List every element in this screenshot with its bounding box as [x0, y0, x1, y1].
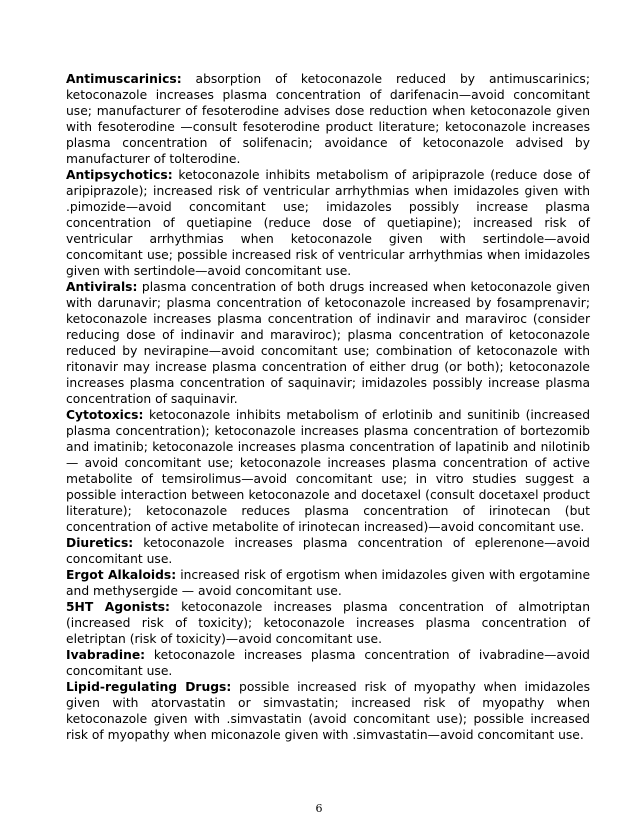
paragraph-text: possible increased risk of myopathy when imidazoles given with atorvastatin or simvastatin; increased risk of myopathy when ketoconazole given with .simvastatin (avoid concomitant use); possible increased risk of myopathy when miconazole given with .simvastatin—avoid concomitant use. — [66, 680, 590, 742]
paragraph-heading: Antimuscarinics: — [66, 72, 182, 86]
paragraph-antipsychotics — [66, 167, 590, 279]
paragraph-lipid-regulating-drugs — [66, 679, 590, 743]
paragraph-heading: Antipsychotics: — [66, 168, 173, 182]
page-number: 6 — [315, 802, 323, 815]
paragraph-text: increased risk of ergotism when imidazoles given with ergotamine and methysergide — avoid concomitant use. — [66, 568, 591, 598]
paragraph-heading: Ergot Alkaloids: — [66, 568, 177, 582]
paragraph-diuretics — [66, 535, 590, 567]
paragraph-text: ketoconazole inhibits metabolism of erlotinib and sunitinib (increased plasma concentration); ketoconazole increases plasma concentration of bortezomib and imatinib; ketoconazole increases plasma concentration of lapatinib and nilotinib— avoid concomitant use; ketoconazole increases plasma concentration of active metabolite of temsirolimus—avoid concomitant use; in vitro studies suggest a possible interaction between ketoconazole and docetaxel (consult docetaxel product literature); ketoconazole reduces plasma concentration of irinotecan (but concentration of active metabolite of irinotecan increased)—avoid concomitant use. — [66, 408, 590, 534]
paragraph-antimuscarinics — [66, 71, 590, 167]
paragraph-antivirals — [66, 279, 590, 407]
paragraph-text: absorption of ketoconazole reduced by antimuscarinics; ketoconazole increases plasma concentration of darifenacin—avoid concomitant use; manufacturer of fesoterodine advises dose reduction when ketoconazole given with fesoterodine —consult fesoterodine product literature; ketoconazole increases plasma concentration of solifenacin; avoidance of ketoconazole advised by manufacturer of tolterodine. — [66, 72, 590, 166]
paragraph-heading: Cytotoxics: — [66, 408, 144, 422]
document-body — [66, 71, 590, 743]
paragraph-heading: Ivabradine: — [66, 648, 146, 662]
paragraph-text: ketoconazole increases plasma concentration of eplerenone—avoid concomitant use. — [66, 536, 590, 566]
paragraph-text: ketoconazole increases plasma concentration of ivabradine—avoid concomitant use. — [66, 648, 590, 678]
paragraph-text: plasma concentration of both drugs increased when ketoconazole given with darunavir; plasma concentration of ketoconazole increased by fosamprenavir; ketoconazole increases plasma concentration of indinavir and maraviroc (consider reducing dose of indinavir and maraviroc); plasma concentration of ketoconazole reduced by nevirapine—avoid concomitant use; combination of ketoconazole with ritonavir may increase plasma concentration of either drug (or both); ketoconazole increases plasma concentration of saquinavir; imidazoles possibly increase plasma concentration of saquinavir. — [66, 280, 590, 406]
paragraph-5ht-agonists — [66, 599, 590, 647]
paragraph-cytotoxics — [66, 407, 590, 535]
paragraph-text: ketoconazole inhibits metabolism of aripiprazole (reduce dose of aripiprazole); increased risk of ventricular arrhythmias when imidazoles given with .pimozide—avoid concomitant use; imidazoles possibly increase plasma concentration of quetiapine (reduce dose of quetiapine); increased risk of ventricular arrhythmias when ketoconazole given with sertindole—avoid concomitant use; possible increased risk of ventricular arrhythmias when imidazoles given with sertindole—avoid concomitant use. — [66, 168, 590, 278]
paragraph-heading: Antivirals: — [66, 280, 138, 294]
paragraph-heading: Lipid-regulating Drugs: — [66, 680, 232, 694]
paragraph-ivabradine — [66, 647, 590, 679]
paragraph-heading: Diuretics: — [66, 536, 134, 550]
paragraph-text: ketoconazole increases plasma concentration of almotriptan (increased risk of toxicity); ketoconazole increases plasma concentration of eletriptan (risk of toxicity)—avoid concomitant use. — [66, 600, 590, 646]
paragraph-heading: 5HT Agonists: — [66, 600, 170, 614]
paragraph-ergot-alkaloids — [66, 567, 590, 599]
